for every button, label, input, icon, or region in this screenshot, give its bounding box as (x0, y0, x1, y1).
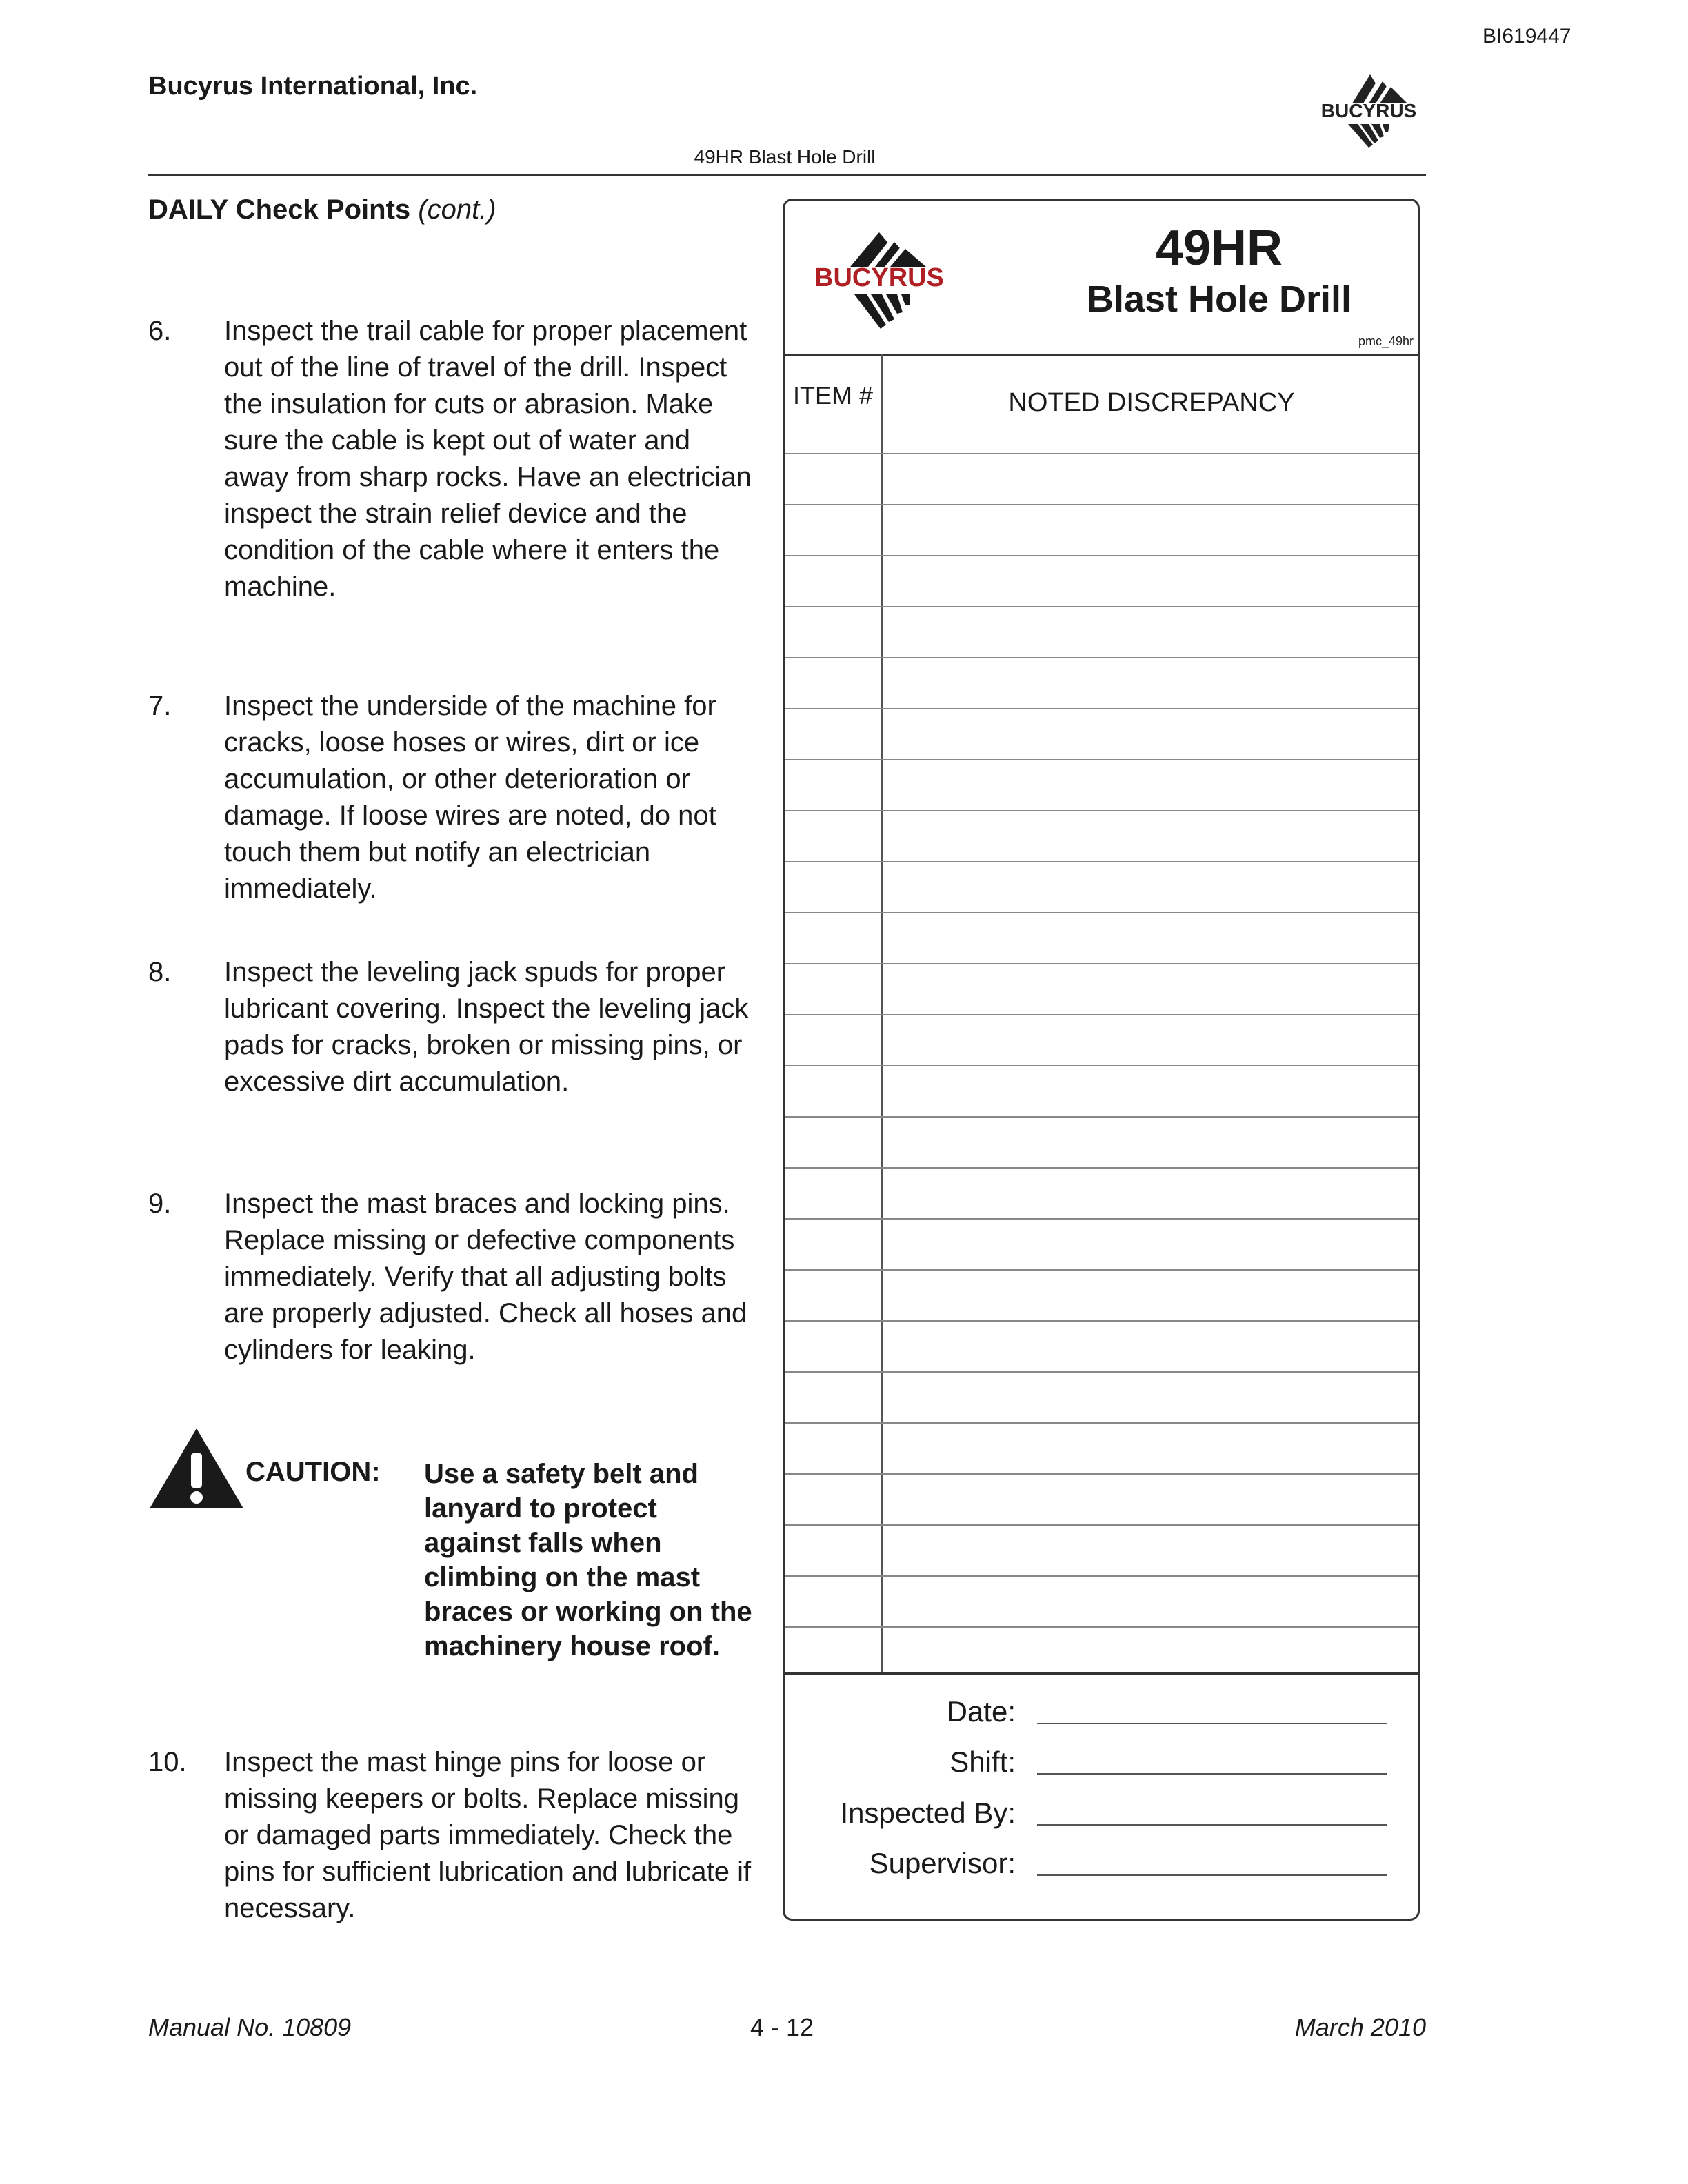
table-row-line (785, 1167, 1418, 1169)
shift-field[interactable] (1037, 1773, 1387, 1775)
supervisor-field[interactable] (1037, 1874, 1387, 1876)
item-text: Inspect the underside of the machine for cracks, loose hoses or wires, dirt or ice accumulation, or other deterioration or damage. If loose wires are noted, do not touch them but notify an electrician immediately. (224, 691, 716, 904)
item-number: 10. (148, 1747, 187, 1777)
column-header-discrepancy: NOTED DISCREPANCY (1008, 388, 1295, 417)
bucyrus-logo (1307, 69, 1431, 150)
table-row-line (785, 810, 1418, 811)
discrepancy-table (785, 354, 1418, 1672)
table-row-line (785, 1218, 1418, 1220)
table-row-line (785, 759, 1418, 760)
table-row-line (785, 861, 1418, 862)
item-number: 9. (148, 1189, 172, 1219)
table-row-line (785, 1320, 1418, 1322)
document-subtitle: 49HR Blast Hole Drill (694, 146, 876, 168)
table-row-line (785, 1269, 1418, 1271)
form-footer-rule (785, 1672, 1418, 1675)
item-number: 6. (148, 316, 172, 346)
bucyrus-logo-text: BUCYRUS (1320, 100, 1417, 121)
table-row-line (785, 1626, 1418, 1628)
header-rule (148, 174, 1426, 176)
table-row-line (785, 657, 1418, 658)
manual-number: Manual No. 10809 (148, 2013, 352, 2041)
form-product: Blast Hole Drill (1086, 279, 1352, 320)
table-row-line (785, 708, 1418, 709)
form-code: pmc_49hr (1358, 334, 1414, 348)
section-cont: (cont.) (418, 194, 496, 225)
page-number: 4 - 12 (750, 2013, 814, 2041)
company-name: Bucyrus International, Inc. (148, 72, 478, 101)
form-model: 49HR (1155, 221, 1283, 276)
section-title-text: DAILY Check Points (148, 194, 411, 225)
table-row-line (785, 1422, 1418, 1424)
document-id: BI619447 (1483, 25, 1571, 48)
date-field[interactable] (1037, 1723, 1387, 1724)
inspected-by-field[interactable] (1037, 1824, 1387, 1826)
bucyrus-form-logo (802, 228, 967, 332)
publication-date: March 2010 (1294, 2013, 1426, 2041)
shift-label: Shift: (950, 1746, 1016, 1778)
table-row-line (785, 606, 1418, 607)
discrepancy-form (783, 199, 1420, 1921)
table-row-line (785, 1065, 1418, 1066)
table-row-line (785, 1014, 1418, 1015)
table-row-line (785, 963, 1418, 964)
table-row-line (785, 1371, 1418, 1373)
form-logo-text: BUCYRUS (814, 263, 944, 292)
table-row-line (785, 555, 1418, 556)
item-text: Inspect the mast hinge pins for loose or missing keepers or bolts. Replace missing or damaged parts immediately. Check the pins for sufficient lubrication and lubricate if necessary. (224, 1747, 752, 1923)
warning-triangle-icon (148, 1427, 245, 1511)
item-text: Inspect the mast braces and locking pins. Replace missing or defective components immediately. Verify that all adjusting bolts are properly adjusted. Check all hoses and cylinders for leaking. (224, 1189, 747, 1365)
column-header-item: ITEM # (792, 381, 873, 410)
item-number: 7. (148, 691, 172, 721)
table-row-line (785, 1575, 1418, 1577)
caution-text: Use a safety belt and lanyard to protect against falls when climbing on the mast braces or working on the machinery house roof. (424, 1459, 752, 1661)
form-header (785, 201, 1418, 356)
supervisor-label: Supervisor: (869, 1847, 1016, 1879)
table-row-line (785, 1116, 1418, 1118)
section-title (148, 194, 496, 225)
item-text: Inspect the trail cable for proper placement out of the line of travel of the drill. Inspect the insulation for cuts or abrasion. Make sure the cable is kept out of water and away from sharp rocks. Have an electrician inspect the strain relief device and the condition of the cable where it enters the machine. (224, 316, 752, 602)
table-row-line (785, 912, 1418, 913)
item-number: 8. (148, 957, 172, 987)
table-row-line (785, 1473, 1418, 1475)
table-row-line (785, 504, 1418, 505)
table-row-line (785, 1524, 1418, 1526)
inspected-by-label: Inspected By: (840, 1797, 1016, 1829)
caution-label: CAUTION: (245, 1457, 381, 1487)
item-text: Inspect the leveling jack spuds for proper lubricant covering. Inspect the leveling jack pads for cracks, broken or missing pins, or excessive dirt accumulation. (224, 957, 749, 1097)
table-row-line (785, 453, 1418, 454)
date-label: Date: (946, 1695, 1016, 1728)
